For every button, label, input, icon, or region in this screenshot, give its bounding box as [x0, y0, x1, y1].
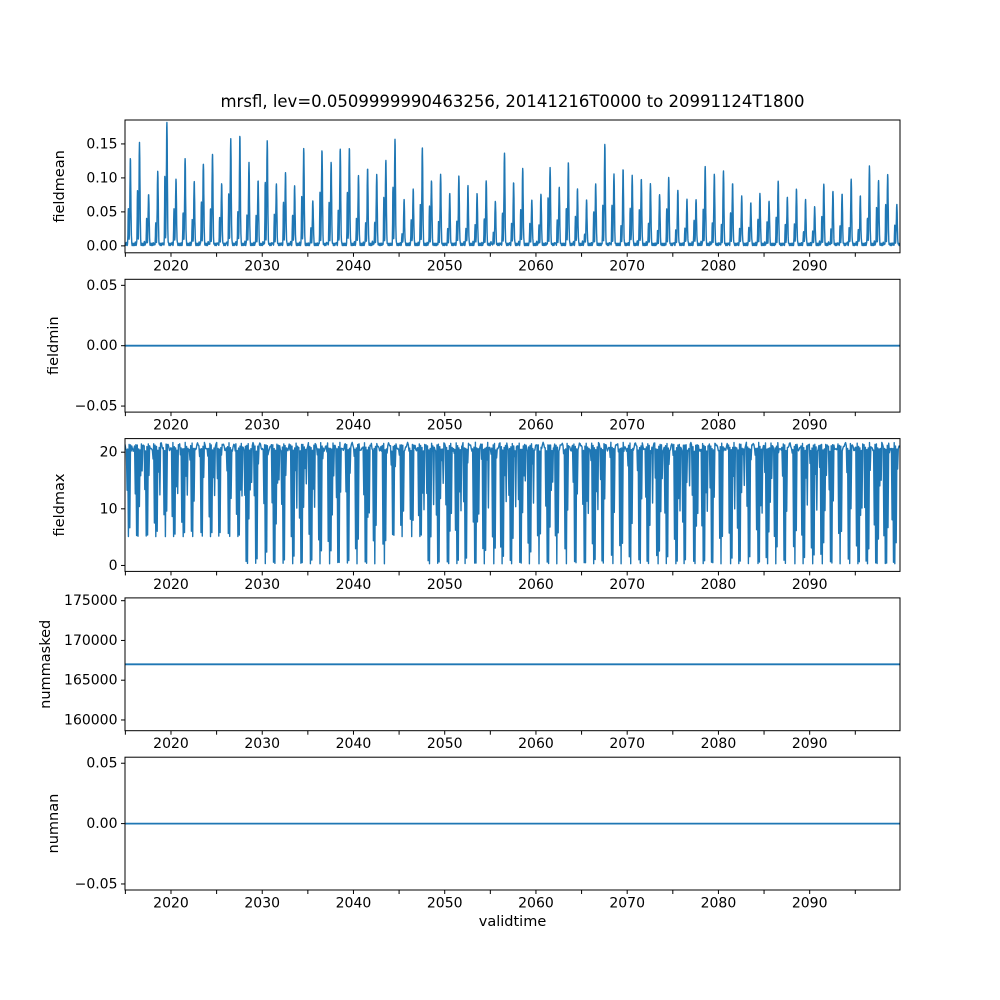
- series-line-fieldmax: [125, 442, 900, 564]
- x-tick-label: 2080: [700, 258, 737, 275]
- x-tick-label: 2020: [153, 417, 189, 434]
- x-tick-label: 2050: [426, 736, 463, 753]
- y-tick-label: 0.10: [86, 170, 118, 187]
- x-tick-label: 2080: [700, 576, 737, 593]
- x-axis-label: validtime: [478, 914, 547, 930]
- x-tick-label: 2020: [153, 895, 189, 912]
- subplot-fieldmax: [52, 439, 900, 593]
- x-tick-label: 2070: [609, 258, 646, 275]
- plot-area-fieldmax: [100, 439, 900, 593]
- x-tick-label: 2030: [244, 895, 281, 912]
- x-tick-label: 2040: [335, 417, 372, 434]
- series-line-fieldmean: [125, 123, 900, 246]
- y-axis-label-fieldmax: fieldmax: [52, 473, 68, 537]
- x-tick-label: 2050: [426, 417, 463, 434]
- x-tick-label: 2030: [244, 417, 281, 434]
- x-tick-label: 2080: [700, 736, 737, 753]
- x-tick-label: 2040: [335, 576, 372, 593]
- x-tick-label: 2020: [153, 258, 189, 275]
- subplot-nummasked: [38, 593, 900, 752]
- x-tick-label: 2060: [518, 736, 554, 753]
- y-axis-label-fieldmin: fieldmin: [46, 316, 62, 376]
- y-axis-label-numnan: numnan: [46, 793, 62, 854]
- figure-title: mrsfl, lev=0.0509999990463256, 20141216T0000 to 20991124T1800: [220, 92, 805, 111]
- x-tick-label: 2080: [700, 895, 737, 912]
- subplot-numnan: [46, 756, 900, 912]
- x-tick-label: 2030: [244, 736, 281, 753]
- x-tick-label: 2020: [153, 576, 189, 593]
- x-tick-label: 2030: [244, 576, 281, 593]
- x-tick-label: 2060: [518, 895, 554, 912]
- plot-area-numnan: [75, 756, 900, 912]
- x-tick-label: 2040: [335, 736, 372, 753]
- x-tick-label: 2030: [244, 258, 281, 275]
- y-tick-label: 0.00: [86, 338, 118, 355]
- x-tick-label: 2080: [700, 417, 737, 434]
- y-tick-label: 170000: [64, 632, 118, 649]
- x-tick-label: 2070: [609, 417, 646, 434]
- x-tick-label: 2040: [335, 895, 372, 912]
- x-tick-label: 2060: [518, 576, 554, 593]
- y-tick-label: 0.05: [86, 755, 118, 772]
- y-tick-label: 175000: [64, 593, 118, 610]
- y-tick-label: 20: [99, 444, 118, 461]
- y-axis-label-nummasked: nummasked: [38, 619, 54, 709]
- y-tick-label: 165000: [64, 672, 118, 689]
- y-tick-label: −0.05: [74, 398, 118, 415]
- plot-area-fieldmean: [86, 120, 900, 274]
- plot-area-fieldmin: [75, 278, 900, 434]
- plot-area-nummasked: [64, 593, 900, 752]
- x-tick-label: 2090: [791, 417, 828, 434]
- x-tick-label: 2040: [335, 258, 372, 275]
- x-tick-label: 2050: [426, 258, 463, 275]
- y-tick-label: 0.05: [86, 277, 118, 294]
- x-tick-label: 2060: [518, 417, 554, 434]
- x-tick-label: 2050: [426, 576, 463, 593]
- x-tick-label: 2070: [609, 576, 646, 593]
- subplot-fieldmin: [46, 278, 900, 434]
- y-tick-label: 0.00: [86, 816, 118, 833]
- y-tick-label: 0.05: [86, 204, 118, 221]
- x-tick-label: 2060: [518, 258, 554, 275]
- subplot-fieldmean: [52, 120, 900, 274]
- x-tick-label: 2090: [791, 258, 828, 275]
- y-tick-label: 0: [108, 557, 118, 574]
- y-tick-label: 0.00: [86, 238, 118, 255]
- y-axis-label-fieldmean: fieldmean: [52, 150, 68, 223]
- y-tick-label: 160000: [64, 712, 118, 729]
- x-tick-label: 2090: [791, 895, 828, 912]
- y-tick-label: −0.05: [74, 876, 118, 893]
- x-tick-label: 2050: [426, 895, 463, 912]
- x-tick-label: 2070: [609, 895, 646, 912]
- x-tick-label: 2090: [791, 576, 828, 593]
- x-tick-label: 2090: [791, 736, 828, 753]
- x-tick-label: 2020: [153, 736, 189, 753]
- y-tick-label: 10: [99, 501, 118, 518]
- x-tick-label: 2070: [609, 736, 646, 753]
- y-tick-label: 0.15: [86, 136, 118, 153]
